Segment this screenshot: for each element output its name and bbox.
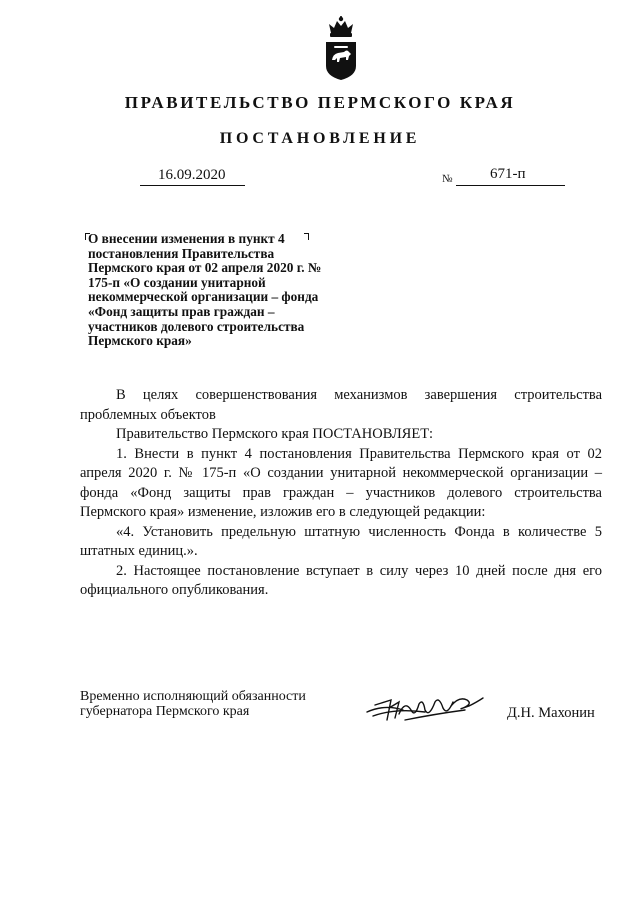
document-date: 16.09.2020 bbox=[158, 167, 226, 183]
paragraph-quoted-amendment: «4. Установить предельную штатную численность Фонда в количестве 5 штатных единиц.». bbox=[80, 523, 602, 559]
body-text bbox=[80, 386, 602, 601]
signatory-name: Д.Н. Махонин bbox=[507, 705, 595, 721]
coat-of-arms-icon bbox=[322, 16, 360, 82]
document-number: 671-п bbox=[490, 166, 526, 182]
paragraph-item-1: 1. Внести в пункт 4 постановления Правительства Пермского края от 02 апреля 2020 г. № 175-п «О создании унитарной некоммерческой организации – фонда «Фонд защиты прав граждан – участников долевого строительства Пермского края» изменение, изложив его в следующей редакции: bbox=[80, 445, 602, 520]
date-underline bbox=[140, 185, 245, 186]
signatory-position-line-1: Временно исполняющий обязанности bbox=[80, 689, 306, 704]
paragraph-preamble: В целях совершенствования механизмов завершения строительства проблемных объектов bbox=[80, 387, 602, 423]
number-sign: № bbox=[442, 173, 453, 185]
signatory-position-line-2: губернатора Пермского края bbox=[80, 704, 250, 719]
paragraph-resolves: Правительство Пермского края ПОСТАНОВЛЯЕТ: bbox=[116, 426, 434, 442]
document-subject: О внесении изменения в пункт 4 постановления Правительства Пермского края от 02 апреля 2020 г. № 175-п «О создании унитарной некоммерческой организации – фонда «Фонд защиты прав граждан – участников долевого строительства Пермского края» bbox=[88, 231, 322, 349]
government-title: ПРАВИТЕЛЬСТВО ПЕРМСКОГО КРАЯ bbox=[124, 93, 516, 112]
signatory-position bbox=[80, 689, 306, 719]
number-underline bbox=[456, 185, 565, 186]
document-type: ПОСТАНОВЛЕНИЕ bbox=[219, 130, 421, 147]
paragraph-item-2: 2. Настоящее постановление вступает в силу через 10 дней после дня его официального опубликования. bbox=[80, 562, 602, 598]
handwritten-signature bbox=[365, 690, 485, 726]
